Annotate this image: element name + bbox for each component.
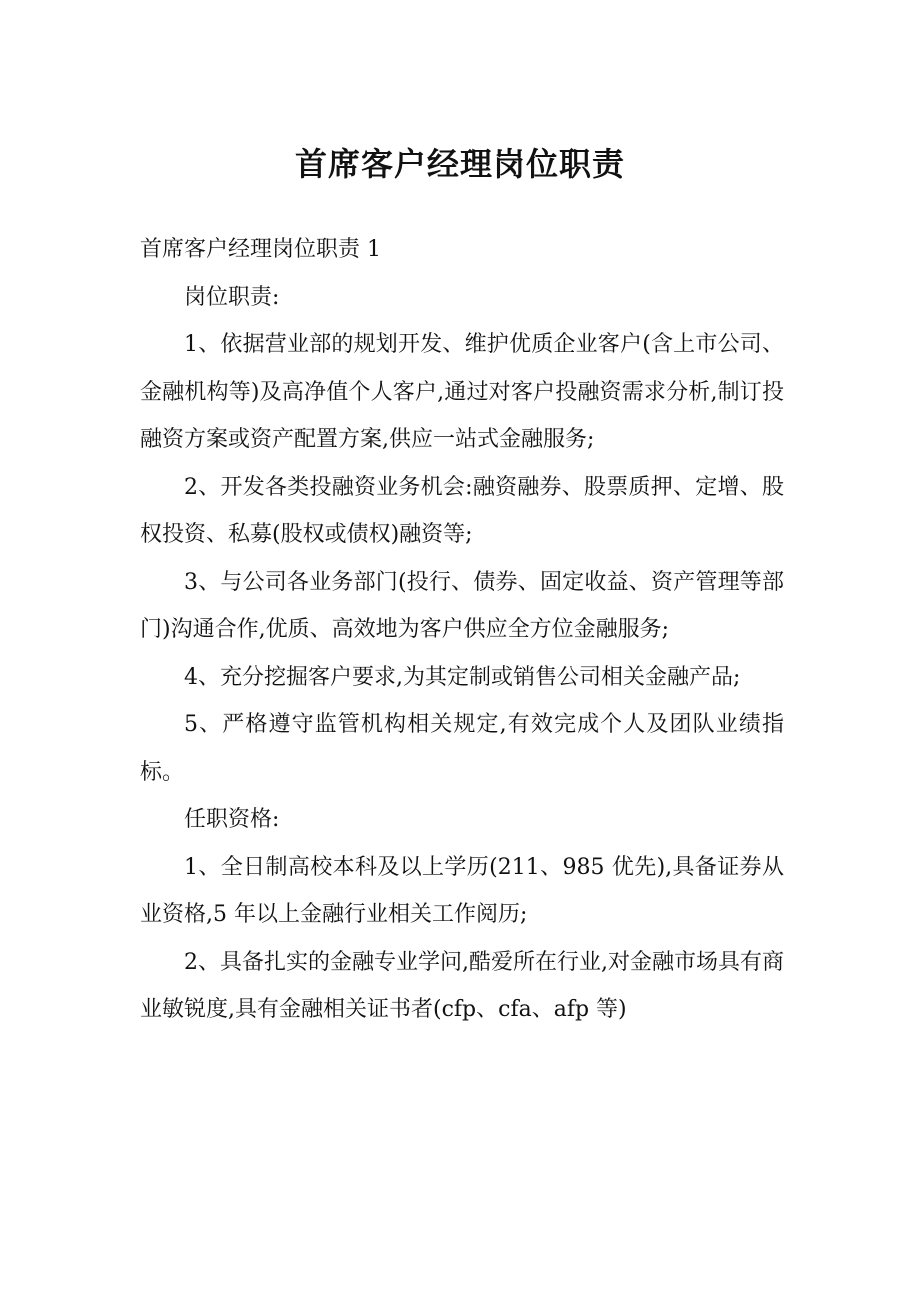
- duty-item-2: 2、开发各类投融资业务机会:融资融券、股票质押、定增、股权投资、私募(股权或债权)融资等;: [140, 474, 784, 547]
- section-heading: 首席客户经理岗位职责 1: [140, 237, 381, 262]
- qualification-item-1: 1、全日制高校本科及以上学历(211、985 优先),具备证券从业资格,5 年以上金融行业相关工作阅历;: [140, 854, 784, 927]
- document-body: [140, 226, 784, 1034]
- duty-item-4: 4、充分挖掘客户要求,为其定制或销售公司相关金融产品;: [184, 664, 741, 690]
- document-title: 首席客户经理岗位职责: [294, 145, 625, 183]
- duties-heading: 岗位职责:: [184, 284, 280, 310]
- duty-item-5: 5、严格遵守监管机构相关规定,有效完成个人及团队业绩指标。: [140, 712, 784, 785]
- duty-item-3: 3、与公司各业务部门(投行、债券、固定收益、资产管理等部门)沟通合作,优质、高效地为客户供应全方位金融服务;: [140, 569, 784, 642]
- qualification-item-2: 2、具备扎实的金融专业学问,酷爱所在行业,对金融市场具有商业敏锐度,具有金融相关证书者(cfp、cfa、afp 等): [140, 949, 784, 1022]
- qualifications-heading: 任职资格:: [184, 807, 280, 832]
- duty-item-1: 1、依据营业部的规划开发、维护优质企业客户(含上市公司、金融机构等)及高净值个人客户,通过对客户投融资需求分析,制订投融资方案或资产配置方案,供应一站式金融服务;: [140, 332, 784, 452]
